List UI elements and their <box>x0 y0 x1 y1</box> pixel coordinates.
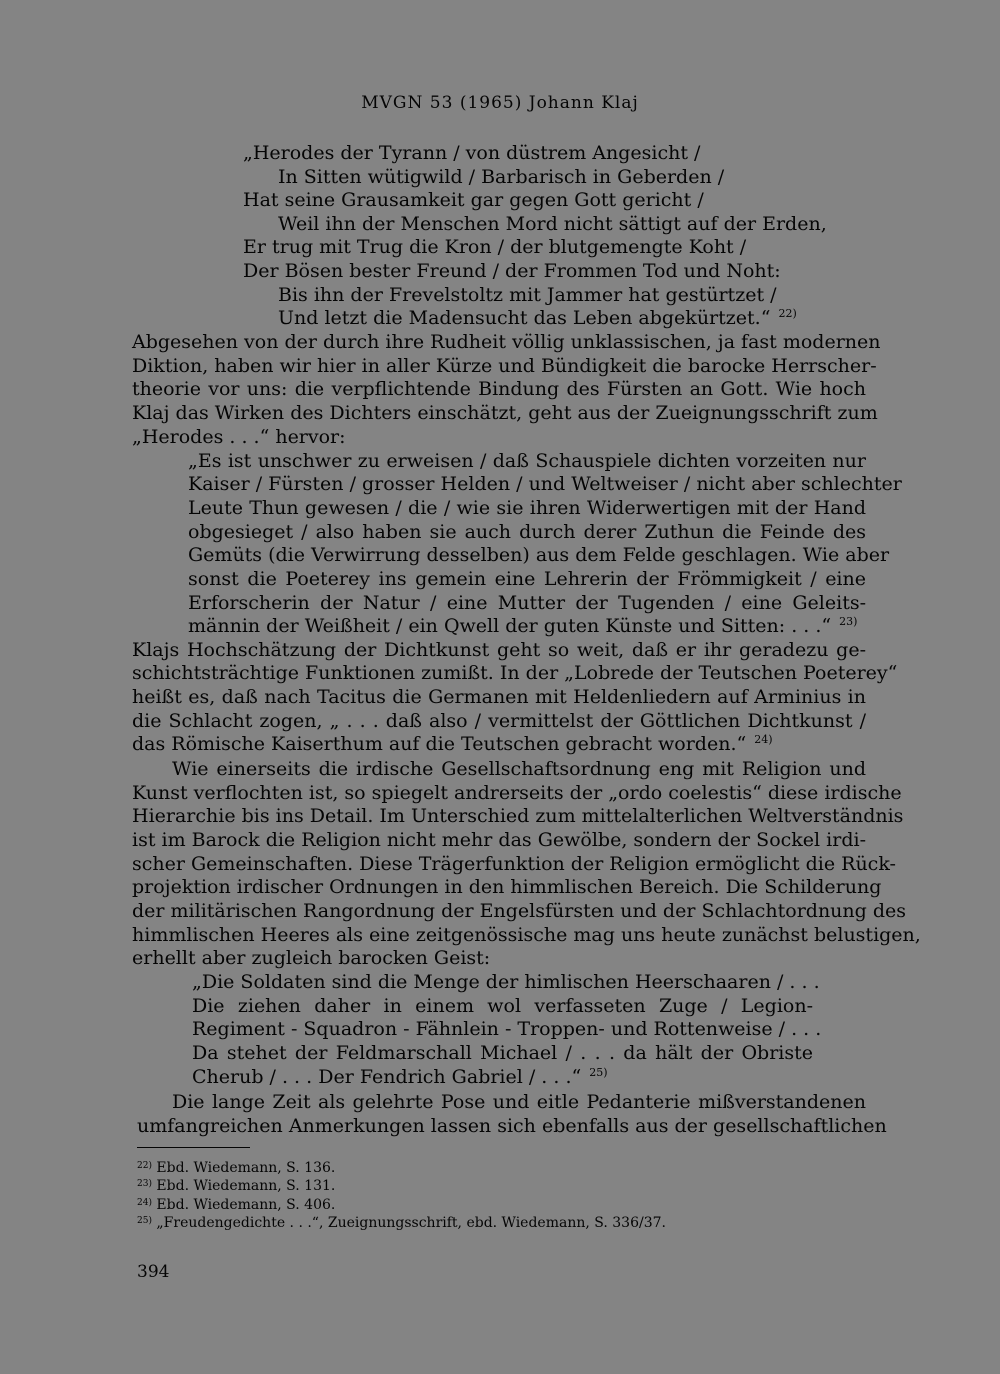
text-line: Klajs Hochschätzung der Dichtkunst geht so weit, daß er ihr geradezu ge- <box>132 639 866 661</box>
note-ref-23: 23) <box>839 615 858 628</box>
footnote-24: $^{24)}$ Ebd. Wiedemann, S. 406. <box>137 1197 336 1213</box>
note-ref-24: 24) <box>754 733 773 746</box>
text-line: das Römische Kaiserthum auf die Teutschen gebracht worden.“ $^{24)}$ <box>132 733 773 755</box>
running-header: MVGN 53 (1965) Johann Klaj <box>361 93 639 113</box>
quote-line: „Es ist unschwer zu erweisen / daß Schauspiele dichten vorzeiten nur <box>188 450 866 472</box>
footnote-22: $^{22)}$ Ebd. Wiedemann, S. 136. <box>137 1160 336 1176</box>
poem-line: Bis ihn der Frevelstoltz mit Jammer hat gestürtzet / <box>278 284 777 306</box>
text-line: Kunst verflochten ist, so spiegelt andrerseits der „ordo coelestis“ diese irdische <box>132 782 902 804</box>
quote-line: Da stehet der Feldmarschall Michael / . . . da hält der Obriste <box>192 1042 813 1064</box>
quote-line: Regiment - Squadron - Fähnlein - Troppen- und Rottenweise / . . . <box>192 1018 822 1040</box>
text-line: himmlischen Heeres als eine zeitgenössische mag uns heute zunächst belustigen, <box>132 924 921 946</box>
text-line: die Schlacht zogen, „ . . . daß also / vermittelst der Göttlichen Dichtkunst / <box>132 710 866 732</box>
quote-line: „Die Soldaten sind die Menge der himlischen Heerschaaren / . . . <box>192 971 820 993</box>
text-line: schichtsträchtige Funktionen zumißt. In der „Lobrede der Teutschen Poeterey“ <box>132 662 898 684</box>
quote-line: Kaiser / Fürsten / grosser Helden / und Weltweiser / nicht aber schlechter <box>188 473 902 495</box>
quote-line: sonst die Poeterey ins gemein eine Lehrerin der Frömmigkeit / eine <box>188 568 866 590</box>
poem-line: Und letzt die Madensucht das Leben abgekürtzet.“ $^{22)}$ <box>278 307 797 329</box>
quote-line: Leute Thun gewesen / die / wie sie ihren Widerwertigen mit der Hand <box>188 497 866 519</box>
text-line: heißt es, daß nach Tacitus die Germanen mit Heldenliedern auf Arminius in <box>132 686 866 708</box>
poem-line: Der Bösen bester Freund / der Frommen Tod und Noht: <box>243 260 781 282</box>
page-number: 394 <box>137 1262 170 1282</box>
text-line: Die lange Zeit als gelehrte Pose und eitle Pedanterie mißverstandenen <box>172 1091 866 1113</box>
text-line: umfangreichen Anmerkungen lassen sich ebenfalls aus der gesellschaftlichen <box>137 1115 887 1137</box>
text-line: Klaj das Wirken des Dichters einschätzt, geht aus der Zueignungsschrift zum <box>132 402 878 424</box>
footnote-23: $^{23)}$ Ebd. Wiedemann, S. 131. <box>137 1178 336 1194</box>
text-line: Diktion, haben wir hier in aller Kürze und Bündigkeit die barocke Herrscher- <box>132 355 877 377</box>
text-line: theorie vor uns: die verpflichtende Bindung des Fürsten an Gott. Wie hoch <box>132 378 866 400</box>
text-line: erhellt aber zugleich barocken Geist: <box>132 947 491 969</box>
text-line: ist im Barock die Religion nicht mehr das Gewölbe, sondern der Sockel irdi- <box>132 829 866 851</box>
note-ref-25: 25) <box>589 1066 608 1079</box>
text-line: Wie einerseits die irdische Gesellschaftsordnung eng mit Religion und <box>172 758 866 780</box>
quote-line: obgesieget / also haben sie auch durch derer Zuthun die Feinde des <box>188 521 866 543</box>
quote-line: Die ziehen daher in einem wol verfasseten Zuge / Legion- <box>192 995 813 1017</box>
text-line: projektion irdischer Ordnungen in den himmlischen Bereich. Die Schilderung <box>132 876 882 898</box>
note-ref-22: 22) <box>778 307 797 320</box>
footnote-rule <box>137 1147 250 1148</box>
quote-line: Cherub / . . . Der Fendrich Gabriel / . . .“ $^{25)}$ <box>192 1066 608 1088</box>
footnote-25: $^{25)}$ „Freudengedichte . . .“, Zueignungsschrift, ebd. Wiedemann, S. 336/37. <box>137 1215 666 1231</box>
poem-line: In Sitten wütigwild / Barbarisch in Geberden / <box>278 166 725 188</box>
text-line: Hierarchie bis ins Detail. Im Unterschied zum mittelalterlichen Weltverständnis <box>132 805 904 827</box>
text-line: „Herodes . . .“ hervor: <box>132 426 346 448</box>
poem-line: Er trug mit Trug die Kron / der blutgemengte Koht / <box>243 236 747 258</box>
quote-line: Gemüts (die Verwirrung desselben) aus dem Felde geschlagen. Wie aber <box>188 544 890 566</box>
quote-line: männin der Weißheit / ein Qwell der guten Künste und Sitten: . . .“ $^{23)}$ <box>188 615 858 637</box>
poem-line: Weil ihn der Menschen Mord nicht sättigt auf der Erden, <box>278 213 827 235</box>
poem-line: „Herodes der Tyrann / von düstrem Angesicht / <box>243 142 701 164</box>
text-line: der militärischen Rangordnung der Engelsfürsten und der Schlachtordnung des <box>132 900 907 922</box>
text-line: Abgesehen von der durch ihre Rudheit völlig unklassischen, ja fast modernen <box>132 331 881 353</box>
text-line: scher Gemeinschaften. Diese Trägerfunktion der Religion ermöglicht die Rück- <box>132 853 896 875</box>
quote-line: Erforscherin der Natur / eine Mutter der Tugenden / eine Geleits- <box>188 592 866 614</box>
poem-line: Hat seine Grausamkeit gar gegen Gott gericht / <box>243 189 704 211</box>
